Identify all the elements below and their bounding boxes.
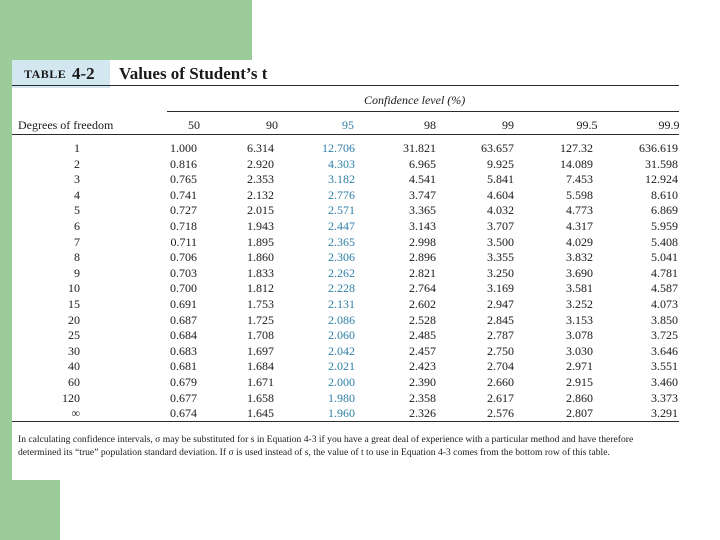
value-cell: 2.571 [328,203,355,218]
value-cell: 2.485 [409,328,436,343]
dof-cell: 9 [74,265,80,280]
value-cell: 1.960 [328,406,355,421]
value-cell: 3.747 [409,187,436,202]
value-cell: 6.869 [651,203,678,218]
value-cell: 1.684 [247,359,274,374]
value-cell: 2.821 [409,265,436,280]
table-tag-word: TABLE [24,67,67,81]
value-cell: 2.447 [328,219,355,233]
value-cell: 3.581 [566,281,593,296]
value-cell: 31.598 [645,156,678,171]
value-cell: 3.850 [651,312,678,327]
table-row [12,281,693,297]
dof-cell: ∞ [71,406,80,421]
dof-cell: 20 [68,312,80,327]
dof-cell: 15 [68,297,80,311]
value-cell: 2.423 [409,359,436,374]
value-cell: 5.041 [651,250,678,265]
value-cell: 0.677 [170,390,197,405]
value-cell: 2.262 [328,265,355,280]
value-cell: 0.741 [170,187,197,202]
value-cell: 0.765 [170,172,197,187]
value-cell: 1.645 [247,406,274,421]
value-cell: 0.684 [170,328,197,343]
confidence-level-label: Confidence level (%) [364,93,466,107]
value-cell: 63.657 [481,141,514,155]
table-row [12,359,693,375]
value-cell: 0.718 [170,219,197,233]
value-cell: 1.658 [247,390,274,405]
column-header-99: 99 [502,118,514,132]
dof-cell: 40 [68,359,80,374]
value-cell: 4.029 [566,234,593,249]
dof-cell: 5 [74,203,80,218]
dof-cell: 7 [74,234,80,249]
value-cell: 0.711 [170,234,197,249]
table-row [12,328,693,344]
dof-cell: 1 [74,141,80,155]
value-cell: 4.032 [487,203,514,218]
value-cell: 636.619 [639,141,678,155]
dof-cell: 30 [68,343,80,358]
value-cell: 2.353 [247,172,274,187]
value-cell: 3.365 [409,203,436,218]
value-cell: 1.980 [328,390,355,405]
table-row [12,235,693,251]
table-row [12,375,693,391]
value-cell: 4.317 [566,219,593,233]
degrees-of-freedom-label: Degrees of freedom [18,118,114,132]
table-row [12,141,693,157]
value-cell: 3.291 [651,406,678,421]
value-cell: 4.587 [651,281,678,296]
table-row [12,406,693,422]
dof-cell: 60 [68,375,80,389]
value-cell: 3.646 [651,343,678,358]
value-cell: 31.821 [403,141,436,155]
value-cell: 1.697 [247,343,274,358]
value-cell: 3.153 [566,312,593,327]
value-cell: 2.920 [247,156,274,171]
value-cell: 2.971 [566,359,593,374]
table-document [12,60,693,480]
value-cell: 2.228 [328,281,355,296]
value-cell: 3.250 [487,265,514,280]
dof-cell: 25 [68,328,80,343]
value-cell: 0.679 [170,375,197,389]
value-cell: 2.764 [409,281,436,296]
value-cell: 4.773 [566,203,593,218]
value-cell: 2.015 [247,203,274,218]
column-header-90: 90 [266,118,278,132]
value-cell: 3.252 [566,297,593,311]
value-cell: 2.776 [328,187,355,202]
dof-cell: 120 [62,390,80,405]
value-cell: 12.706 [322,141,355,155]
value-cell: 2.457 [409,343,436,358]
value-cell: 2.021 [328,359,355,374]
value-cell: 2.390 [409,375,436,389]
value-cell: 3.030 [566,343,593,358]
value-cell: 2.704 [487,359,514,374]
value-cell: 1.943 [247,219,274,233]
value-cell: 4.604 [487,187,514,202]
table-row [12,266,693,282]
value-cell: 5.408 [651,234,678,249]
value-cell: 3.832 [566,250,593,265]
value-cell: 2.860 [566,390,593,405]
column-header-99-5: 99.5 [576,118,598,132]
value-cell: 2.326 [409,406,436,421]
value-cell: 3.707 [487,219,514,233]
value-cell: 2.807 [566,406,593,421]
rule-header [12,134,679,135]
value-cell: 3.182 [328,172,355,187]
column-header-99-9: 99.9 [658,118,680,132]
value-cell: 4.073 [651,297,678,311]
dof-cell: 10 [68,281,80,296]
value-cell: 3.373 [651,390,678,405]
value-cell: 3.143 [409,219,436,233]
value-cell: 4.541 [409,172,436,187]
dof-cell: 6 [74,219,80,233]
table-row [12,344,693,360]
value-cell: 0.691 [170,297,197,311]
value-cell: 6.965 [409,156,436,171]
table-row [12,219,693,235]
value-cell: 3.500 [487,234,514,249]
value-cell: 2.896 [409,250,436,265]
value-cell: 2.602 [409,297,436,311]
value-cell: 2.528 [409,312,436,327]
value-cell: 1.000 [170,141,197,155]
value-cell: 9.925 [487,156,514,171]
value-cell: 2.750 [487,343,514,358]
value-cell: 3.551 [651,359,678,374]
table-row [12,297,693,313]
value-cell: 2.042 [328,343,355,358]
rule-top [12,85,679,86]
value-cell: 3.460 [651,375,678,389]
value-cell: 2.060 [328,328,355,343]
value-cell: 3.725 [651,328,678,343]
value-cell: 3.355 [487,250,514,265]
value-cell: 2.787 [487,328,514,343]
value-cell: 2.947 [487,297,514,311]
table-note: In calculating confidence intervals, σ may be substituted for s in Equation 4-3 if you have a great deal of experience with a particular method and have therefore determined its “true” population standard deviation. If σ is used instead of s, the value of t to use in Equation 4-3 comes from the bottom row of this table. [18,434,634,458]
value-cell: 4.303 [328,156,355,171]
value-cell: 5.959 [651,219,678,233]
value-cell: 1.812 [247,281,274,296]
value-cell: 0.683 [170,343,197,358]
table-row [12,172,693,188]
value-cell: 2.617 [487,390,514,405]
dof-cell: 8 [74,250,80,265]
value-cell: 2.998 [409,234,436,249]
value-cell: 2.365 [328,234,355,249]
value-cell: 2.000 [328,375,355,389]
value-cell: 3.169 [487,281,514,296]
table-tag-number: 4-2 [72,64,95,83]
value-cell: 1.833 [247,265,274,280]
value-cell: 4.781 [651,265,678,280]
table-title: Values of Student’s t [119,64,268,83]
value-cell: 2.131 [328,297,355,311]
value-cell: 0.681 [170,359,197,374]
value-cell: 2.576 [487,406,514,421]
column-header-50: 50 [188,118,200,132]
table-header-bar [12,60,693,88]
value-cell: 3.690 [566,265,593,280]
value-cell: 0.816 [170,156,197,171]
dof-cell: 3 [74,172,80,187]
table-row [12,203,693,219]
value-cell: 1.725 [247,312,274,327]
value-cell: 7.453 [566,172,593,187]
value-cell: 1.895 [247,234,274,249]
value-cell: 2.358 [409,390,436,405]
value-cell: 2.306 [328,250,355,265]
value-cell: 0.700 [170,281,197,296]
table-row [12,157,693,173]
table-tag [12,60,110,88]
table-row [12,313,693,329]
value-cell: 1.671 [247,375,274,389]
table-row [12,188,693,204]
value-cell: 1.860 [247,250,274,265]
value-cell: 5.598 [566,187,593,202]
value-cell: 2.915 [566,375,593,389]
value-cell: 1.708 [247,328,274,343]
rule-confidence [167,111,679,112]
value-cell: 0.727 [170,203,197,218]
table-row [12,250,693,266]
value-cell: 8.610 [651,187,678,202]
value-cell: 0.703 [170,265,197,280]
value-cell: 3.078 [566,328,593,343]
value-cell: 0.687 [170,312,197,327]
value-cell: 2.132 [247,187,274,202]
value-cell: 6.314 [247,141,274,155]
value-cell: 0.706 [170,250,197,265]
value-cell: 5.841 [487,172,514,187]
value-cell: 14.089 [560,156,593,171]
rule-bottom [12,421,679,422]
value-cell: 0.674 [170,406,197,421]
value-cell: 1.753 [247,297,274,311]
value-cell: 2.086 [328,312,355,327]
column-header-95: 95 [342,118,354,132]
value-cell: 12.924 [645,172,678,187]
dof-cell: 4 [74,187,80,202]
column-header-98: 98 [424,118,436,132]
value-cell: 127.32 [560,141,593,155]
table-row [12,391,693,407]
value-cell: 2.660 [487,375,514,389]
value-cell: 2.845 [487,312,514,327]
dof-cell: 2 [74,156,80,171]
